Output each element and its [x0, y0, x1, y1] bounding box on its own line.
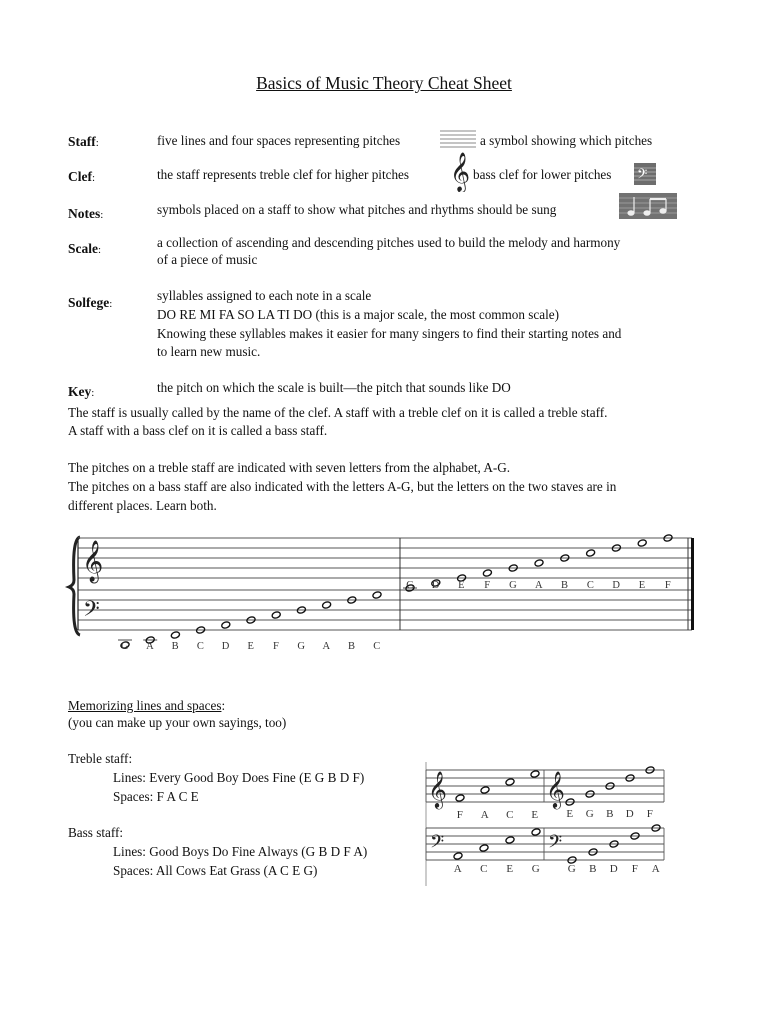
treble-spaces-mnemonic: Spaces: F A C E [113, 789, 199, 804]
term-scale [68, 240, 101, 259]
mini-treble-clef-left-icon: 𝄞 [428, 770, 447, 808]
paragraph-2-line1: The pitches on a treble staff are indicated with seven letters from the alphabet, A-G. [68, 460, 511, 475]
memorizing-note: (you can make up your own sayings, too) [68, 715, 287, 730]
treble-note-letter: E [458, 580, 466, 591]
mini-treble-line-letter: E [566, 808, 574, 820]
bass-note-letter: B [348, 641, 356, 652]
mini-bass-line-letter: B [589, 863, 597, 875]
bass-note-letter: A [322, 641, 331, 652]
staff-definition-2: a symbol showing which pitches [480, 133, 653, 148]
paragraph-1-line1: The staff is usually called by the name of the clef. A staff with a treble clef on it is called a treble staff. [68, 405, 608, 420]
notes-icon [619, 193, 677, 219]
bass-clef-icon [634, 163, 656, 185]
term-staff-label: Staff [68, 134, 96, 149]
key-definition: the pitch on which the scale is built—the pitch that sounds like DO [157, 380, 511, 395]
treble-note-letter: D [431, 580, 440, 591]
bass-clef-glyph: 𝄢 [637, 166, 648, 185]
mini-bass-clef-left-icon: 𝄢 [430, 832, 445, 857]
paragraph-2-line3: different places. Learn both. [68, 498, 217, 513]
term-key-colon: : [91, 387, 95, 399]
treble-lines-mnemonic: Lines: Every Good Boy Does Fine (E G B D F) [113, 770, 365, 785]
grand-staff-background [64, 530, 704, 662]
mini-treble-space-letter: F [456, 809, 464, 821]
term-clef [68, 168, 95, 187]
mini-bass-space-letter: E [506, 863, 514, 875]
clef-definition-2: bass clef for lower pitches [473, 167, 612, 182]
grand-staff-diagram [64, 530, 704, 662]
solfege-definition-line3: Knowing these syllables makes it easier for many singers to find their starting notes and [157, 326, 622, 341]
treble-note-letter: B [561, 580, 569, 591]
memorizing-heading-text: Memorizing lines and spaces [68, 698, 222, 713]
treble-note-letter: A [534, 580, 544, 591]
term-notes [68, 205, 103, 224]
mini-treble-space-note [530, 770, 540, 778]
mini-treble-space-letter: A [480, 809, 490, 821]
bass-note-letter: C [196, 641, 205, 652]
mini-bass-clef-right-icon: 𝄢 [548, 832, 563, 857]
term-solfege-label: Solfege [68, 295, 110, 310]
scale-definition-line1: a collection of ascending and descending pitches used to build the melody and harmony [157, 235, 621, 250]
bass-note-letter: G [120, 641, 130, 652]
paragraph-1-line2: A staff with a bass clef on it is called a bass staff. [68, 423, 328, 438]
treble-note-letter: G [509, 580, 518, 591]
bass-note-letter: G [297, 641, 306, 652]
term-notes-colon: : [100, 209, 104, 221]
solfege-definition-line1: syllables assigned to each note in a scale [157, 288, 372, 303]
treble-clef-glyph: 𝄞 [450, 152, 471, 192]
treble-note-letter: D [612, 580, 621, 591]
staff-lines-icon [440, 128, 476, 150]
mini-treble-line-letter: D [625, 808, 635, 820]
term-staff [68, 133, 99, 152]
solfege-definition-line2: DO RE MI FA SO LA TI DO (this is a major scale, the most common scale) [157, 307, 560, 322]
lines-and-spaces-diagram [424, 762, 668, 886]
mini-treble-space-note [480, 786, 490, 794]
mini-bass-space-note [531, 828, 541, 836]
mini-treble-space-note [455, 794, 465, 802]
treble-staff-label: Treble staff: [68, 751, 133, 766]
staff-definition: five lines and four spaces representing pitches [157, 133, 401, 148]
clef-definition: the staff represents treble clef for higher pitches [157, 167, 410, 182]
grand-staff-treble-clef-icon: 𝄞 [82, 541, 104, 582]
bass-staff-label: Bass staff: [68, 825, 124, 840]
term-clef-label: Clef [68, 169, 92, 184]
memorizing-heading [68, 697, 225, 714]
bass-note-letter: E [247, 641, 255, 652]
term-key [68, 383, 94, 402]
term-scale-label: Scale [68, 241, 98, 256]
scale-definition-line2: of a piece of music [157, 252, 258, 267]
bass-note-letter: A [146, 641, 155, 652]
treble-note-letter: E [638, 580, 646, 591]
mini-bass-space-note [505, 836, 515, 844]
mini-treble-line-letter: F [646, 808, 654, 820]
page-title: Basics of Music Theory Cheat Sheet [256, 73, 512, 93]
bass-note-letter: F [273, 641, 280, 652]
term-key-label: Key [68, 384, 92, 399]
notes-definition: symbols placed on a staff to show what pitches and rhythms should be sung [157, 202, 557, 217]
mini-bass-line-letter: F [631, 863, 639, 875]
mini-bass-space-letter: C [480, 863, 488, 875]
memorizing-heading-colon: : [221, 698, 226, 713]
bass-note-letter: B [171, 641, 180, 652]
mini-treble-line-letter: B [606, 808, 614, 820]
bass-note-letter: D [221, 641, 230, 652]
term-solfege-colon: : [109, 298, 113, 310]
mini-treble-space-letter: C [506, 809, 514, 821]
mini-treble-clef-right-icon: 𝄞 [546, 770, 565, 808]
bass-spaces-mnemonic: Spaces: All Cows Eat Grass (A C E G) [113, 863, 318, 878]
term-clef-colon: : [92, 172, 96, 184]
mini-bass-space-letter: A [453, 863, 463, 875]
mini-treble-space-letter: E [531, 809, 539, 821]
mini-treble-space-note [505, 778, 515, 786]
treble-note-letter: C [586, 580, 595, 591]
treble-note-letter: F [664, 580, 672, 591]
mini-bass-space-note [453, 852, 463, 860]
treble-clef-icon [448, 150, 472, 192]
solfege-definition-line4: to learn new music. [157, 344, 261, 359]
term-scale-colon: : [98, 244, 102, 256]
mini-bass-line-letter: G [567, 863, 577, 875]
treble-note-letter: F [484, 580, 491, 591]
term-staff-colon: : [95, 137, 99, 149]
mini-bass-line-letter: A [651, 863, 661, 875]
mini-bass-line-letter: D [609, 863, 619, 875]
treble-note-letter: C [406, 580, 414, 591]
term-notes-label: Notes [68, 206, 101, 221]
paragraph-2-line2: The pitches on a bass staff are also indicated with the letters A-G, but the letters on the two staves are in [68, 479, 617, 494]
grand-staff-bass-clef-icon: 𝄢 [83, 597, 100, 627]
bass-note-letter: C [373, 641, 381, 652]
bass-lines-mnemonic: Lines: Good Boys Do Fine Always (G B D F A) [113, 844, 368, 859]
mini-treble-line-letter: G [585, 808, 595, 820]
mini-bass-space-letter: G [531, 863, 541, 875]
term-solfege [68, 294, 112, 313]
mini-bass-space-note [479, 844, 489, 852]
